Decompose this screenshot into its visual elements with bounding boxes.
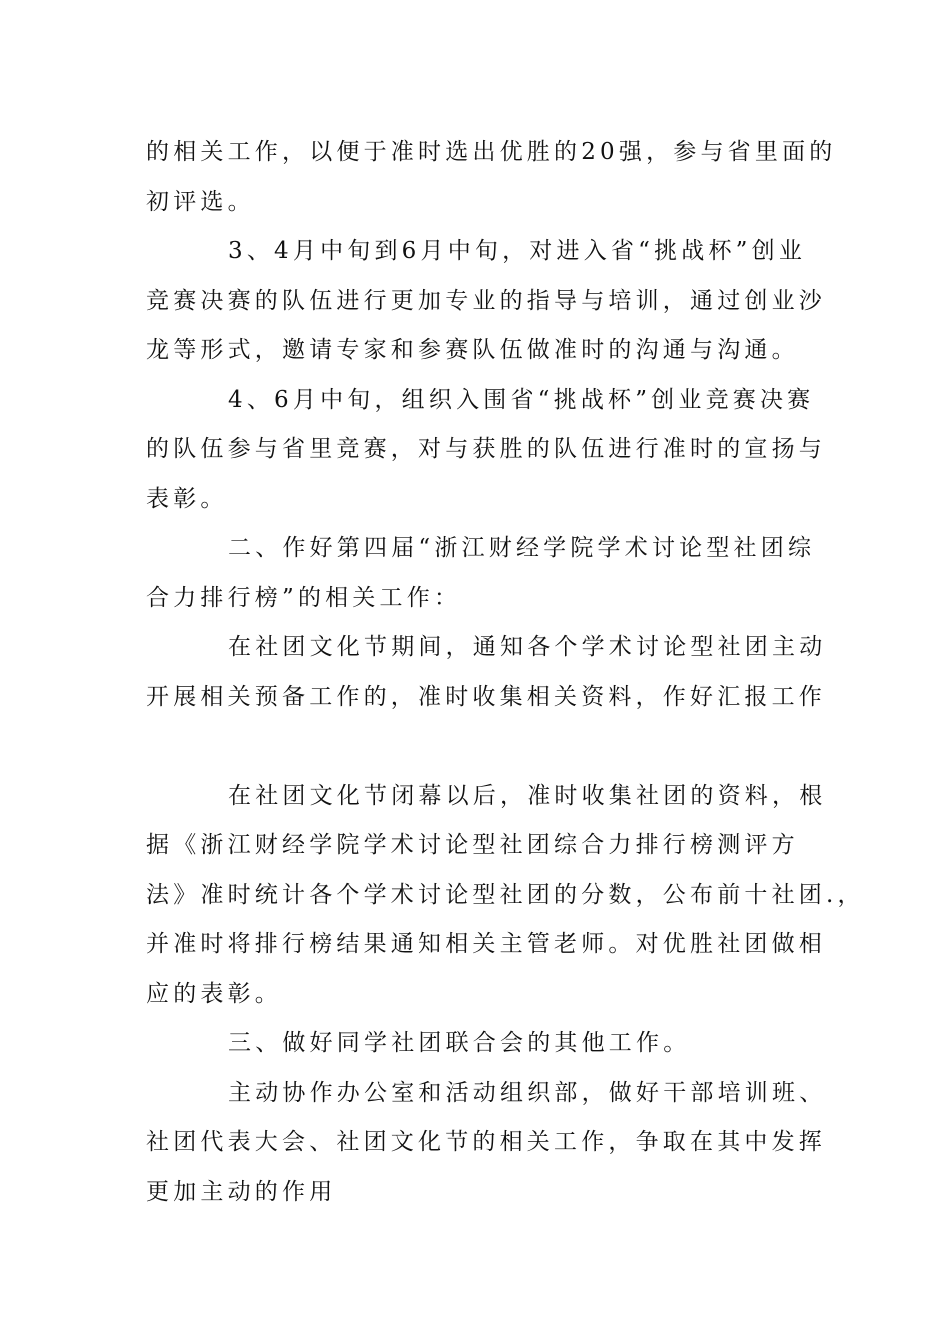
- section-heading-line: 三、做好同学社团联合会的其他工作。: [228, 1030, 691, 1056]
- text-line: 的相关工作，以便于准时选出优胜的20强，参与省里面的: [146, 139, 837, 165]
- text-line: 表彰。: [146, 485, 228, 512]
- text-line: 开展相关预备工作的，准时收集相关资料，作好汇报工作: [146, 683, 826, 710]
- document-body: [146, 128, 865, 1217]
- text-line: 的队伍参与省里竞赛，对与获胜的队伍进行准时的宣扬与: [146, 436, 826, 462]
- paragraph-start-line: 主动协作办公室和活动组织部，做好干部培训班、: [228, 1079, 827, 1106]
- text-line: 竞赛决赛的队伍进行更加专业的指导与培训，通过创业沙: [146, 287, 826, 314]
- paragraph-start-line: 4、6月中旬，组织入围省“挑战杯”创业竞赛决赛: [228, 386, 815, 413]
- section-heading-line: 合力排行榜”的相关工作：: [146, 584, 462, 611]
- section-heading-line: 二、作好第四届“浙江财经学院学术讨论型社团综: [228, 535, 816, 561]
- text-line: 应的表彰。: [146, 980, 282, 1007]
- text-line: 法》准时统计各个学术讨论型社团的分数，公布前十社团.，: [146, 881, 865, 908]
- text-line: 社团代表大会、社团文化节的相关工作，争取在其中发挥: [146, 1129, 826, 1155]
- text-line: 初评选。: [146, 188, 255, 215]
- paragraph-start-line: 在社团文化节闭幕以后，准时收集社团的资料，根: [228, 782, 827, 809]
- text-line: 龙等形式，邀请专家和参赛队伍做准时的沟通与沟通。: [146, 337, 799, 363]
- paragraph-start-line: 在社团文化节期间，通知各个学术讨论型社团主动: [228, 634, 827, 660]
- paragraph-start-line: 3、4月中旬到6月中旬，对进入省“挑战杯”创业: [228, 238, 807, 264]
- blank-line: [146, 722, 806, 772]
- text-line: 据《浙江财经学院学术讨论型社团综合力排行榜测评方: [146, 832, 799, 858]
- text-line: 更加主动的作用: [146, 1178, 337, 1205]
- text-line: 并准时将排行榜结果通知相关主管老师。对优胜社团做相: [146, 931, 826, 957]
